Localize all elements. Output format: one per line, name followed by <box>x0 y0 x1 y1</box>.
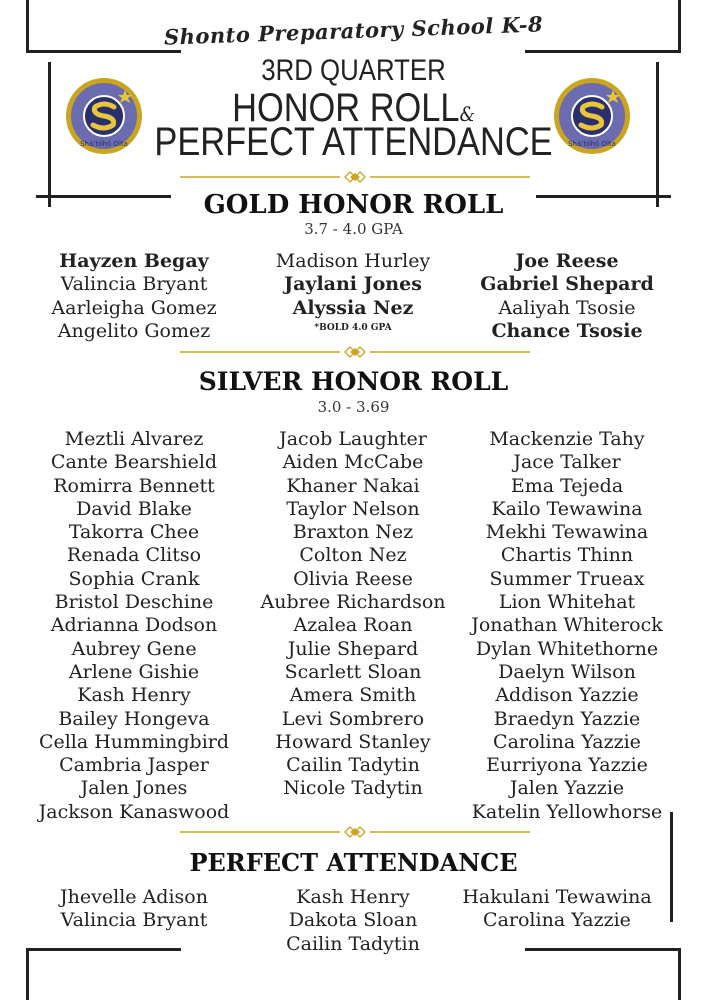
student-name: Takorra Chee <box>68 521 200 544</box>
student-name: Cailin Tadytin <box>286 932 420 955</box>
student-name: Carolina Yazzie <box>483 909 631 932</box>
student-name: Cella Hummingbird <box>38 730 230 753</box>
attendance-column-2 <box>244 886 462 956</box>
student-name: Daelyn Wilson <box>498 660 636 683</box>
student-name: Romirra Bennett <box>53 474 215 497</box>
student-name: Adrianna Dodson <box>50 614 218 637</box>
student-name: Jhevelle Adison <box>60 886 208 908</box>
student-name: Jacob Laughter <box>279 428 427 450</box>
frame-line <box>26 948 29 1000</box>
school-logo-right <box>552 76 632 156</box>
student-name: Aarleigha Gomez <box>51 296 217 319</box>
frame-line <box>26 948 181 951</box>
student-name: Summer Trueax <box>489 567 645 590</box>
student-name: Scarlett Sloan <box>284 660 422 683</box>
student-name: Colton Nez <box>299 544 407 567</box>
student-name: Jackson Kanaswood <box>38 800 230 823</box>
school-logo-left <box>64 76 144 156</box>
student-name: Azalea Roan <box>293 614 413 637</box>
divider-ornament <box>180 345 530 359</box>
student-name: Braedyn Yazzie <box>493 707 641 730</box>
student-name: Howard Stanley <box>275 730 431 753</box>
student-name: Katelin Yellowhorse <box>471 800 663 823</box>
student-name: Aubree Richardson <box>260 591 446 614</box>
perfect-attendance-heading: PERFECT ATTENDANCE <box>189 848 518 877</box>
student-name: Ema Tejeda <box>510 474 624 497</box>
silver-column-2 <box>244 428 462 801</box>
student-name: Arlene Gishie <box>68 660 200 683</box>
student-name: Joe Reese <box>515 250 619 272</box>
student-name: Addison Yazzie <box>495 684 639 707</box>
silver-column-3 <box>458 428 676 824</box>
divider-ornament <box>180 170 530 184</box>
student-name: Carolina Yazzie <box>493 730 641 753</box>
ampersand: & <box>459 102 475 126</box>
gold-gpa-range: 3.7 - 4.0 GPA <box>304 220 403 238</box>
frame-line <box>678 948 681 1000</box>
honor-roll-text: HONOR ROLL <box>232 86 460 130</box>
attendance-column-3 <box>448 886 666 933</box>
student-name: Amera Smith <box>289 684 417 707</box>
student-name: Kailo Tewawina <box>491 497 643 520</box>
silver-gpa-range: 3.0 - 3.69 <box>317 398 390 416</box>
student-name: Jalen Jones <box>80 777 188 800</box>
student-name: Aubrey Gene <box>71 637 197 660</box>
student-name: Sophia Crank <box>68 567 200 590</box>
perfect-attendance-title: PERFECT ATTENDANCE <box>154 120 553 164</box>
gold-bold-note: *BOLD 4.0 GPA <box>314 323 392 333</box>
student-name: Aaliyah Tsosie <box>498 296 636 319</box>
gold-column-3 <box>458 250 676 343</box>
gold-honor-roll-title: GOLD HONOR ROLL <box>203 190 504 220</box>
student-name: Mackenzie Tahy <box>489 428 645 450</box>
student-name: Levi Sombrero <box>281 707 425 730</box>
student-name: Angelito Gomez <box>57 319 211 342</box>
gold-column-1 <box>25 250 243 343</box>
student-name: Jace Talker <box>513 451 621 474</box>
student-name: Eurriyona Yazzie <box>486 754 648 777</box>
student-name: Kash Henry <box>296 886 410 908</box>
student-name: Valincia Bryant <box>60 273 208 296</box>
student-name: Bristol Deschine <box>54 591 214 614</box>
frame-line <box>525 50 681 53</box>
student-name: Hayzen Begay <box>59 250 209 272</box>
student-name: Braxton Nez <box>292 521 414 544</box>
student-name: Jaylani Jones <box>284 273 422 296</box>
gold-column-2 <box>244 250 462 320</box>
student-name: Mekhi Tewawina <box>485 521 649 544</box>
silver-column-1 <box>25 428 243 824</box>
silver-honor-roll-title: SILVER HONOR ROLL <box>198 367 509 396</box>
student-name: Khaner Nakai <box>286 474 420 497</box>
frame-line <box>525 948 681 951</box>
student-name: Dakota Sloan <box>288 909 418 932</box>
student-name: David Blake <box>76 497 192 520</box>
school-name: Shonto Preparatory School K-8 <box>163 11 544 50</box>
student-name: Cante Bearshield <box>50 451 218 474</box>
student-name: Bailey Hongeva <box>58 707 210 730</box>
logo-text: Shá’tóhó Olta <box>568 140 616 148</box>
student-name: Taylor Nelson <box>286 497 420 520</box>
student-name: Madison Hurley <box>275 250 431 272</box>
student-name: Julie Shepard <box>287 637 419 660</box>
divider-ornament <box>180 825 530 839</box>
student-name: Cambria Jasper <box>59 754 209 777</box>
student-name: Lion Whitehat <box>498 591 636 614</box>
student-name: Hakulani Tewawina <box>462 886 652 908</box>
logo-text: Shá’tóhó Olta <box>80 140 128 148</box>
student-name: Renada Clitso <box>66 544 202 567</box>
student-name: Cailin Tadytin <box>286 754 420 777</box>
student-name: Chance Tsosie <box>491 319 643 342</box>
student-name: Chartis Thinn <box>500 544 634 567</box>
student-name: Gabriel Shepard <box>480 273 654 296</box>
student-name: Jonathan Whiterock <box>471 614 663 637</box>
student-name: Jalen Yazzie <box>509 777 625 800</box>
student-name: Alyssia Nez <box>292 296 414 319</box>
student-name: Valincia Bryant <box>60 909 208 932</box>
student-name: Aiden McCabe <box>282 451 424 474</box>
quarter-title: 3RD QUARTER <box>261 54 446 87</box>
student-name: Nicole Tadytin <box>283 777 423 800</box>
student-name: Kash Henry <box>77 684 191 707</box>
student-name: Olivia Reese <box>293 567 413 590</box>
attendance-column-1 <box>25 886 243 933</box>
student-name: Dylan Whitethorne <box>475 637 659 660</box>
student-name: Meztli Alvarez <box>64 428 204 450</box>
